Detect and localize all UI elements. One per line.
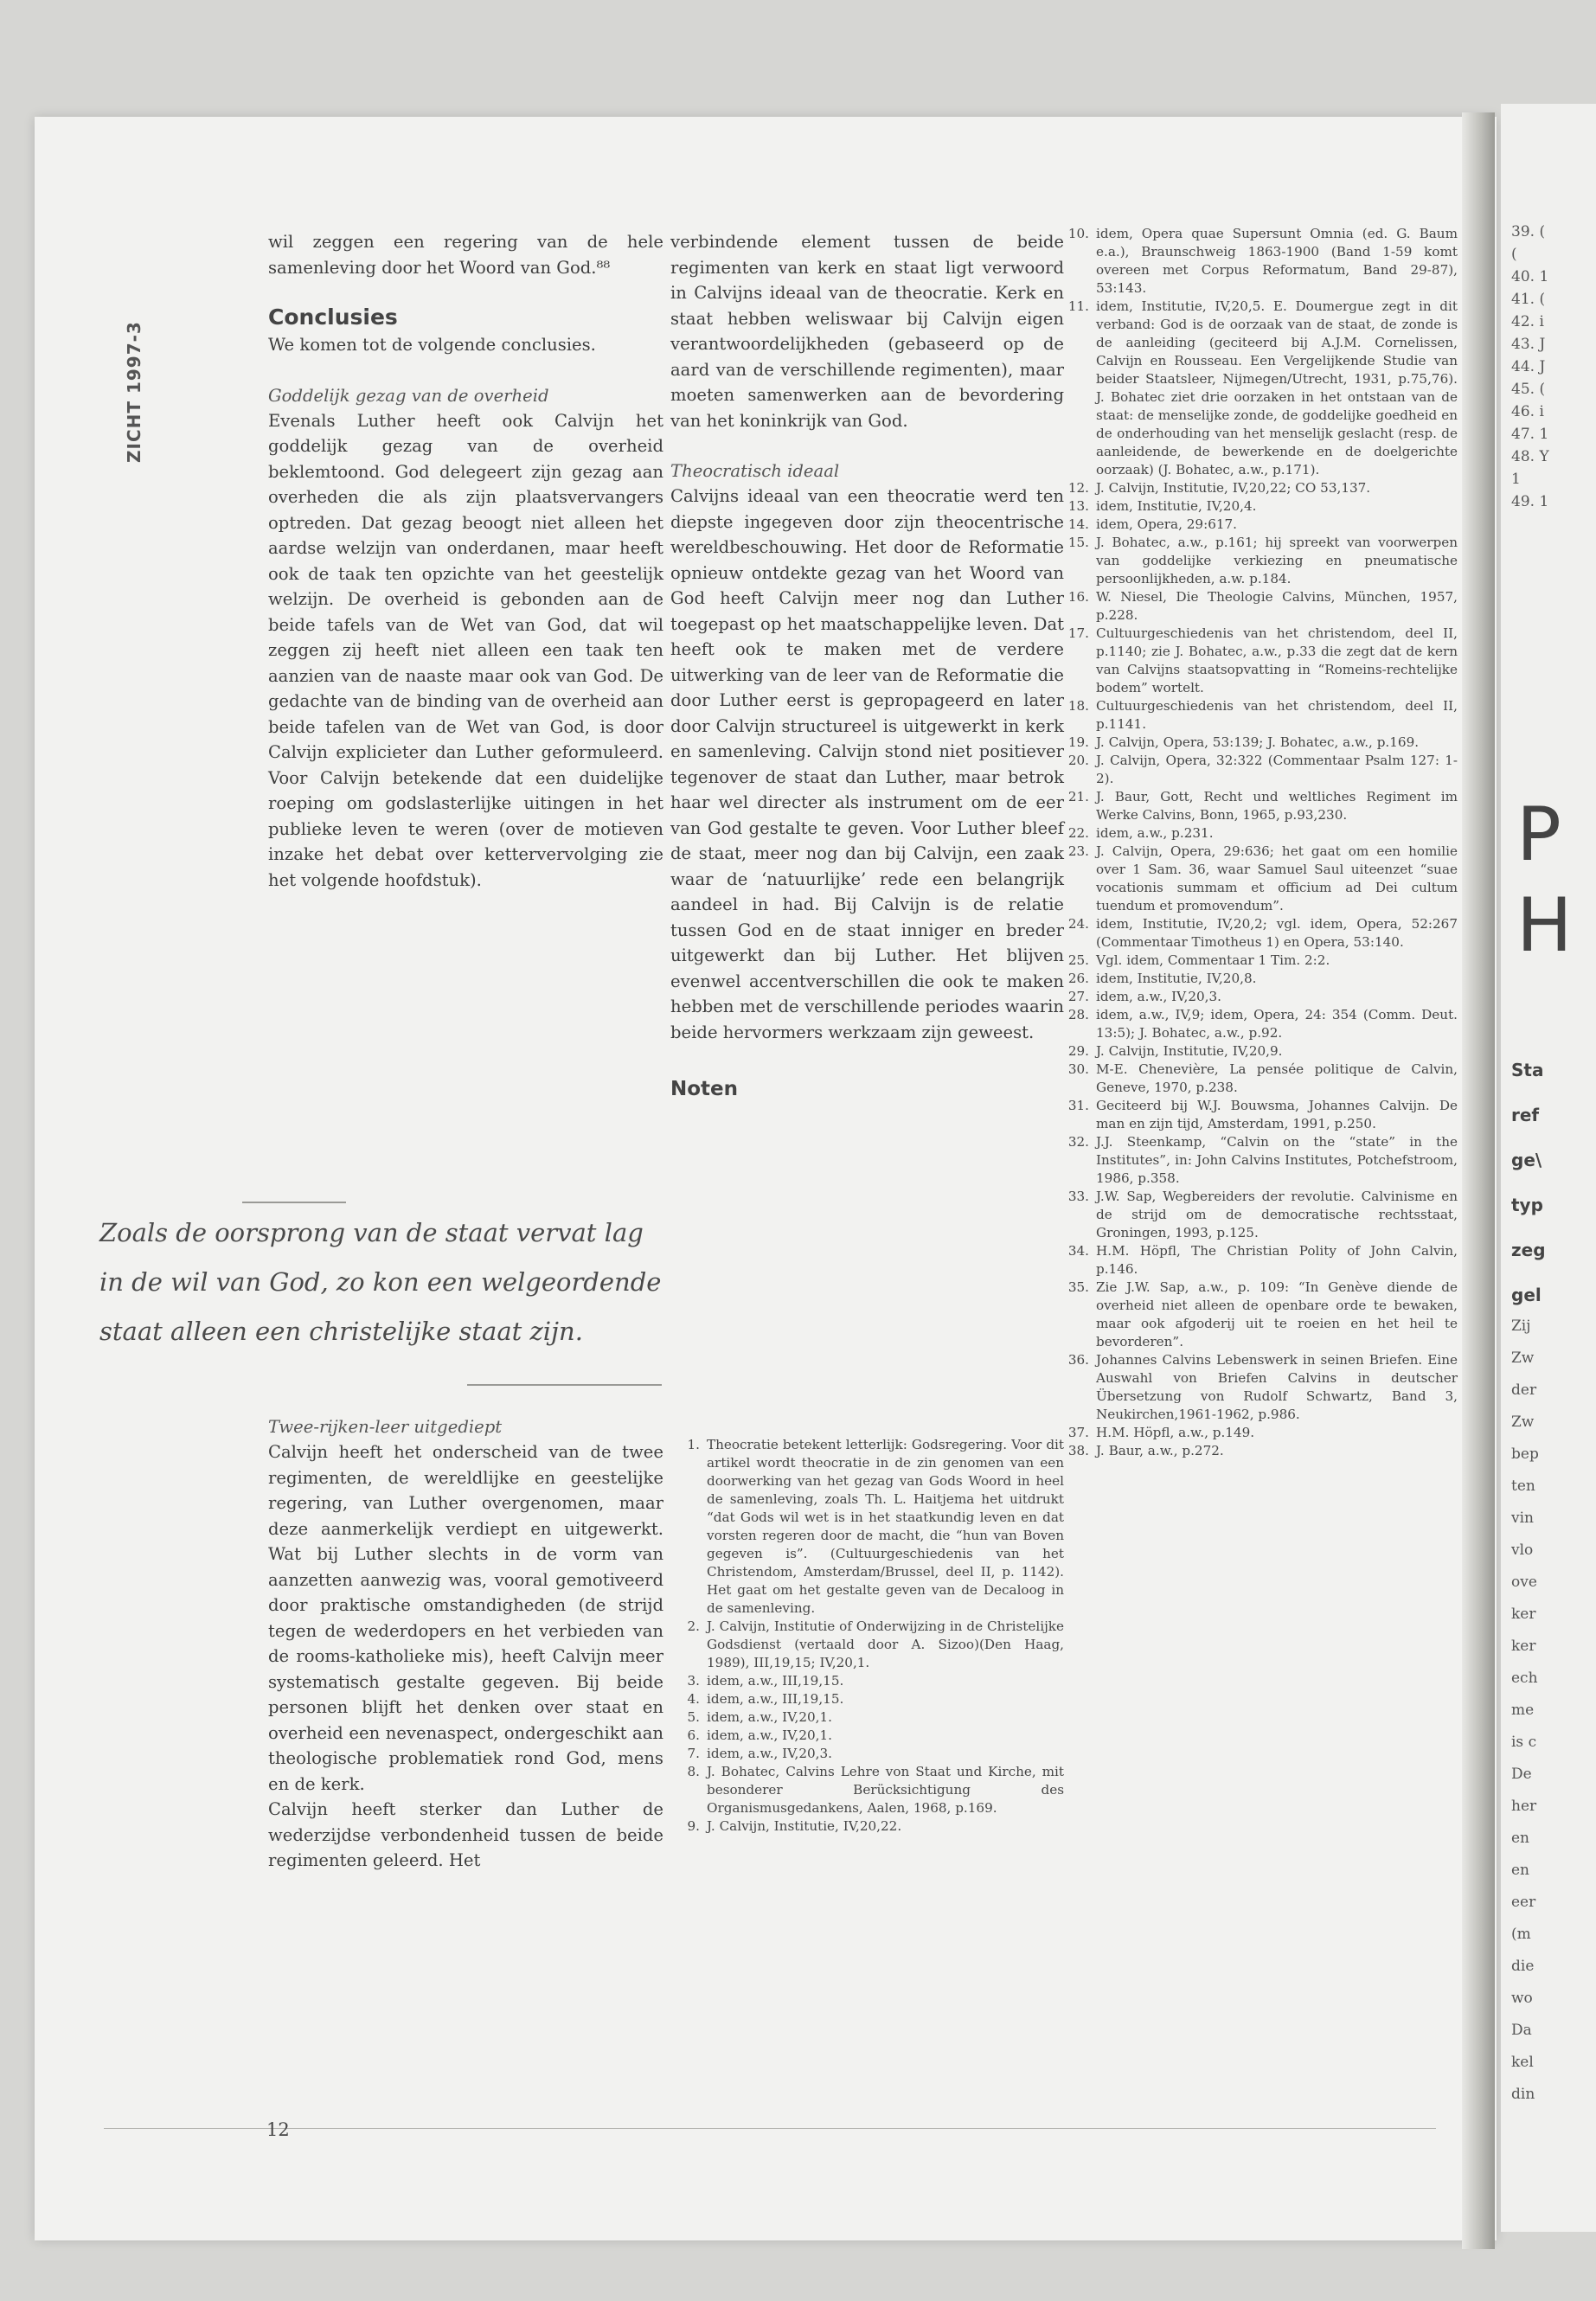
footnote-number: 25. bbox=[1067, 952, 1089, 968]
next-page-body-fragment: wo bbox=[1511, 1990, 1533, 2007]
footnote-text: J. Calvijn, Institutie, IV,20,9. bbox=[1096, 1043, 1283, 1059]
footnote bbox=[670, 1690, 1064, 1708]
next-page-lead-fragment: Sta bbox=[1511, 1060, 1544, 1080]
page-number: 12 bbox=[266, 2119, 290, 2140]
footnote bbox=[1060, 534, 1458, 588]
footnote bbox=[1060, 516, 1458, 534]
footnote-text: J. Calvijn, Institutie, IV,20,22. bbox=[707, 1818, 902, 1834]
subheading-theocratisch: Theocratisch ideaal bbox=[670, 461, 840, 481]
next-page-note-fragment: 48. Y bbox=[1511, 448, 1549, 465]
footnote bbox=[1060, 1006, 1458, 1042]
footnote-text: idem, a.w., IV,20,1. bbox=[707, 1709, 832, 1725]
col1-para2: Calvijn heeft het onderscheid van de twee regimenten, de wereldlijke en geestelijke regering, van Luther overgenomen, maar deze aanmerkelijk verdiept en uitgewerkt. Wat bij Luther slechts in de vorm van aanzetten aanwezig was, vooral gemotiveerd door praktische omstandigheden (de strijd tegen de wederdopers en het verbieden van de rooms-katholieke mis), heeft Calvijn meer systematisch gestalte gegeven. Bij beide personen blijft het denken over staat en overheid een nevenaspect, ondergeschikt aan theologische problematiek rond God, mens en de kerk. bbox=[268, 1442, 663, 1794]
footnote-text: idem, a.w., IV,20,3. bbox=[1096, 989, 1221, 1004]
next-page-body-fragment: der bbox=[1511, 1381, 1537, 1399]
footnote-text: idem, a.w., IV,9; idem, Opera, 24: 354 (Comm. Deut. 13:5); J. Bohatec, a.w., p.92. bbox=[1096, 1007, 1458, 1041]
footnote-number: 21. bbox=[1067, 789, 1089, 804]
footnote bbox=[1060, 1188, 1458, 1242]
footnote-number: 29. bbox=[1067, 1043, 1089, 1059]
footnote-number: 13. bbox=[1067, 498, 1089, 514]
footnote-text: idem, a.w., IV,20,3. bbox=[707, 1746, 832, 1761]
next-page-body-fragment: Zw bbox=[1511, 1349, 1535, 1367]
journal-sideband: ZICHT 1997-3 bbox=[124, 321, 144, 463]
footnote bbox=[670, 1817, 1064, 1836]
next-page-body-fragment: en bbox=[1511, 1830, 1530, 1847]
footnote-number: 6. bbox=[687, 1727, 700, 1743]
footnote-text: J. Calvijn, Opera, 53:139; J. Bohatec, a.w., p.169. bbox=[1096, 734, 1420, 750]
footnote-text: J.J. Steenkamp, “Calvin on the “state” in the Institutes”, in: John Calvins Institutes, Potchefstroom, 1986, p.358. bbox=[1096, 1134, 1458, 1186]
book-spine bbox=[1462, 112, 1495, 2249]
footnote bbox=[1060, 752, 1458, 788]
next-page-note-fragment: ( bbox=[1511, 246, 1517, 263]
footnote-number: 28. bbox=[1067, 1007, 1089, 1022]
subheading-twee-rijken: Twee-rijken-leer uitgediept bbox=[268, 1417, 503, 1437]
footnote-number: 24. bbox=[1067, 916, 1089, 932]
next-page-note-fragment: 39. ( bbox=[1511, 223, 1546, 240]
footnote-text: idem, Institutie, IV,20,4. bbox=[1096, 498, 1257, 514]
footnote-text: J. Baur, a.w., p.272. bbox=[1096, 1443, 1224, 1458]
footnote bbox=[1060, 298, 1458, 479]
column-2 bbox=[670, 229, 1064, 1104]
next-page-body-fragment: Da bbox=[1511, 2022, 1532, 2039]
footnote bbox=[1060, 970, 1458, 988]
footnote-text: idem, a.w., III,19,15. bbox=[707, 1673, 844, 1689]
col1-para3: Calvijn heeft sterker dan Luther de wederzijdse verbondenheid tussen de beide regimenten geleerd. Het bbox=[268, 1799, 663, 1870]
footnote-number: 14. bbox=[1067, 516, 1089, 532]
footnote-text: idem, a.w., p.231. bbox=[1096, 825, 1214, 841]
subheading-gezag: Goddelijk gezag van de overheid bbox=[268, 385, 549, 406]
footnote bbox=[1060, 1133, 1458, 1188]
footnote-text: Johannes Calvins Lebenswerk in seinen Briefen. Eine Auswahl von Briefen Calvins in deutscher Übersetzung von Rudolf Schwartz, Band 3, Neukirchen,1961-1962, p.986. bbox=[1096, 1352, 1458, 1422]
column-1 bbox=[268, 229, 663, 893]
footnote-number: 7. bbox=[687, 1746, 700, 1761]
footnote-text: idem, Institutie, IV,20,8. bbox=[1096, 971, 1257, 986]
next-page-headline-p: P bbox=[1516, 792, 1561, 878]
conclusions-heading: Conclusies bbox=[268, 304, 398, 330]
footnote bbox=[670, 1436, 1064, 1618]
next-page-body-fragment: ker bbox=[1511, 1606, 1536, 1623]
next-page-note-fragment: 41. ( bbox=[1511, 291, 1546, 308]
footnote-number: 1. bbox=[687, 1437, 700, 1452]
next-page-body-fragment: ove bbox=[1511, 1574, 1537, 1591]
col1-opening: wil zeggen een regering van de hele samenleving door het Woord van God.⁸⁸ bbox=[268, 232, 663, 278]
footnote bbox=[1060, 697, 1458, 734]
footnote-text: J. Calvijn, Opera, 29:636; het gaat om een homilie over 1 Sam. 36, waar Samuel Saul uiteenzet “suae vocationis summam et officium ad Dei cultum tuendum et promovendum”. bbox=[1096, 843, 1458, 913]
footnote bbox=[1060, 479, 1458, 497]
next-page-body-fragment: ker bbox=[1511, 1638, 1536, 1655]
next-page-body-fragment: her bbox=[1511, 1798, 1537, 1815]
footnote-number: 16. bbox=[1067, 589, 1089, 605]
footnote-text: J. Bohatec, a.w., p.161; hij spreekt van voorwerpen van goddelijke verkiezing en pneumatische persoonlijkheden, a.w. p.184. bbox=[1096, 535, 1458, 586]
magazine-page bbox=[35, 117, 1497, 2240]
footnote-text: idem, a.w., III,19,15. bbox=[707, 1691, 844, 1707]
next-page-note-fragment: 45. ( bbox=[1511, 381, 1546, 398]
footnote-text: J. Baur, Gott, Recht und weltliches Regiment im Werke Calvins, Bonn, 1965, p.93,230. bbox=[1096, 789, 1458, 823]
footnote-number: 38. bbox=[1067, 1443, 1089, 1458]
next-page-note-fragment: 44. J bbox=[1511, 358, 1546, 375]
footnote-number: 5. bbox=[687, 1709, 700, 1725]
footnote bbox=[1060, 625, 1458, 697]
footnote-text: Cultuurgeschiedenis van het christendom, deel II, p.1140; zie J. Bohatec, a.w., p.33 die zegt dat de kern van Calvijns staatsopvatting in “Romeins-rechtelijke bodem” wortelt. bbox=[1096, 625, 1458, 695]
footnote-number: 33. bbox=[1067, 1189, 1089, 1204]
col2-para2: Calvijns ideaal van een theocratie werd ten diepste ingegeven door zijn theocentrische wereldbeschouwing. Het door de Reformatie opnieuw ontdekte gezag van het Woord van God heeft Calvijn meer nog dan Luther toegepast op het maatschappelijke leven. Dat heeft ook te maken met de verdere uitwerking van de leer van de Reformatie die door Luther eerst is gepropageerd en later door Calvijn structureel is uitgewerkt in kerk en samenleving. Calvijn stond niet positiever tegenover de staat dan Luther, maar betrok haar wel directer als instrument om de eer van God gestalte te geven. Voor Luther bleef de staat, meer nog dan bij Calvijn, een zaak waar de ‘natuurlijke’ rede een belangrijk aandeel in had. Bij Calvijn is de relatie tussen God en de staat inniger en breder uitgewerkt dan bij Luther. Het blijven evenwel accentverschillen die ook te maken hebben met de verschillende periodes waarin beide hervormers werkzaam zijn geweest. bbox=[670, 486, 1064, 1042]
footnote-text: idem, Opera quae Supersunt Omnia (ed. G. Baum e.a.), Braunschweig 1863-1900 (Band 1-59 komt overeen met Corpus Reformatum, Band 29-87), 53:143. bbox=[1096, 226, 1458, 296]
footnote-text: M-E. Chenevière, La pensée politique de Calvin, Geneve, 1970, p.238. bbox=[1096, 1061, 1458, 1095]
next-page-body-fragment: kel bbox=[1511, 2054, 1534, 2071]
footnote-number: 4. bbox=[687, 1691, 700, 1707]
footnote-number: 27. bbox=[1067, 989, 1089, 1004]
footnote bbox=[1060, 915, 1458, 952]
next-page-body-fragment: Zij bbox=[1511, 1317, 1531, 1335]
next-page-body-fragment: vlo bbox=[1511, 1541, 1534, 1559]
footnote bbox=[670, 1763, 1064, 1817]
footnote bbox=[1060, 1351, 1458, 1424]
footnote bbox=[1060, 588, 1458, 625]
col1-para1: Evenals Luther heeft ook Calvijn het goddelijk gezag van de overheid beklemtoond. God delegeert zijn gezag aan overheden die als zijn plaatsvervangers optreden. Dat gezag beoogt niet alleen het aardse welzijn van onderdanen, maar heeft ook de taak ten opzichte van het geestelijk welzijn. De overheid is gebonden aan de beide tafels van de Wet van God, dat wil zeggen zij heeft niet alleen een taak ten aanzien van de naaste maar ook van God. De gedachte van de binding van de overheid aan beide tafelen van de Wet van God, is door Calvijn explicieter dan Luther geformuleerd. Voor Calvijn betekende dat een duidelijke roeping om godslasterlijke uitingen in het publieke leven te weren (over de motieven inzake het debat over kettervervolging zie het volgende hoofdstuk). bbox=[268, 410, 663, 890]
next-page-note-fragment: 43. J bbox=[1511, 336, 1546, 353]
footnote-text: H.M. Höpfl, a.w., p.149. bbox=[1096, 1425, 1255, 1440]
footnote-text: H.M. Höpfl, The Christian Polity of John Calvin, p.146. bbox=[1096, 1243, 1458, 1277]
next-page-body-fragment: me bbox=[1511, 1702, 1535, 1719]
next-page-body-fragment: vin bbox=[1511, 1509, 1534, 1527]
footnote-text: Geciteerd bij W.J. Bouwsma, Johannes Calvijn. De man en zijn tijd, Amsterdam, 1991, p.250. bbox=[1096, 1098, 1458, 1131]
next-page-body-fragment: ech bbox=[1511, 1670, 1538, 1687]
footnote bbox=[1060, 225, 1458, 298]
footnote bbox=[1060, 788, 1458, 824]
footnote-number: 8. bbox=[687, 1764, 700, 1779]
footnote-number: 23. bbox=[1067, 843, 1089, 859]
footnote-text: Theocratie betekent letterlijk: Godsregering. Voor dit artikel wordt theocratie in de zin genomen van een doorwerking van het gezag van Gods Woord in heel de samenleving, zoals Th. L. Haitjema het uitdrukt “dat Gods wil wet is in het staatkundig leven en dat vorsten regeren door de macht, die “hun van Boven gegeven is”. (Cultuurgeschiedenis van het Christendom, Amsterdam/Brussel, deel II, p. 1142). Het gaat om het gestalte geven van de Decaloog in de samenleving. bbox=[707, 1437, 1064, 1616]
footnote-text: idem, Opera, 29:617. bbox=[1096, 516, 1238, 532]
footnote bbox=[670, 1672, 1064, 1690]
next-page-note-fragment: 49. 1 bbox=[1511, 493, 1549, 510]
footnote-number: 2. bbox=[687, 1618, 700, 1634]
next-page-body-fragment: De bbox=[1511, 1766, 1532, 1783]
footnote-text: W. Niesel, Die Theologie Calvins, München, 1957, p.228. bbox=[1096, 589, 1458, 623]
column-1-lower bbox=[268, 1414, 663, 1874]
next-page-headline-h: H bbox=[1516, 882, 1573, 969]
footnote-text: J.W. Sap, Wegbereiders der revolutie. Calvinisme en de strijd om de democratische rechtsstaat, Groningen, 1993, p.125. bbox=[1096, 1189, 1458, 1240]
next-page-note-fragment: 47. 1 bbox=[1511, 426, 1549, 443]
footnote bbox=[1060, 1442, 1458, 1460]
next-page-body-fragment: Zw bbox=[1511, 1413, 1535, 1431]
next-page-body-fragment: ten bbox=[1511, 1477, 1535, 1495]
footnote bbox=[1060, 1279, 1458, 1351]
next-page-body-fragment: (m bbox=[1511, 1926, 1531, 1943]
footnote-text: J. Calvijn, Institutie, IV,20,22; CO 53,137. bbox=[1096, 480, 1371, 496]
footnote bbox=[1060, 988, 1458, 1006]
footnote-text: Vgl. idem, Commentaar 1 Tim. 2:2. bbox=[1096, 952, 1330, 968]
footnote-text: idem, Institutie, IV,20,2; vgl. idem, Opera, 52:267 (Commentaar Timotheus 1) en Opera, 53:140. bbox=[1096, 916, 1458, 950]
footnote-number: 26. bbox=[1067, 971, 1089, 986]
footnote-number: 19. bbox=[1067, 734, 1089, 750]
footnote-number: 35. bbox=[1067, 1279, 1089, 1295]
footer-rule bbox=[104, 2128, 1436, 2129]
next-page-body-fragment: eer bbox=[1511, 1894, 1536, 1911]
footnote-number: 31. bbox=[1067, 1098, 1089, 1113]
next-page-body-fragment: is c bbox=[1511, 1734, 1537, 1751]
next-page-edge bbox=[1501, 104, 1596, 2232]
footnote bbox=[670, 1745, 1064, 1763]
footnote bbox=[670, 1618, 1064, 1672]
notes-list-col3 bbox=[1060, 225, 1458, 1460]
next-page-note-fragment: 40. 1 bbox=[1511, 268, 1549, 285]
footnote-number: 37. bbox=[1067, 1425, 1089, 1440]
footnote bbox=[1060, 1061, 1458, 1097]
next-page-lead-fragment: zeg bbox=[1511, 1240, 1546, 1260]
next-page-body-fragment: bep bbox=[1511, 1445, 1539, 1463]
next-page-lead-fragment: gel bbox=[1511, 1285, 1542, 1305]
footnote-number: 12. bbox=[1067, 480, 1089, 496]
footnote-number: 3. bbox=[687, 1673, 700, 1689]
pullquote-rule-bottom bbox=[467, 1384, 662, 1386]
footnote bbox=[670, 1708, 1064, 1727]
next-page-body-fragment: die bbox=[1511, 1958, 1535, 1975]
footnote-number: 36. bbox=[1067, 1352, 1089, 1368]
notes-heading: Noten bbox=[670, 1078, 739, 1100]
footnote bbox=[1060, 1042, 1458, 1061]
footnote-text: Cultuurgeschiedenis van het christendom, deel II, p.1141. bbox=[1096, 698, 1458, 732]
footnote bbox=[1060, 843, 1458, 915]
footnote bbox=[670, 1727, 1064, 1745]
footnote-number: 18. bbox=[1067, 698, 1089, 714]
pullquote-rule-top bbox=[242, 1202, 346, 1203]
footnote-number: 9. bbox=[687, 1818, 700, 1834]
footnote-number: 32. bbox=[1067, 1134, 1089, 1150]
footnote-number: 34. bbox=[1067, 1243, 1089, 1259]
next-page-note-fragment: 1 bbox=[1511, 471, 1521, 488]
footnote-number: 20. bbox=[1067, 753, 1089, 768]
footnote bbox=[1060, 1424, 1458, 1442]
footnote bbox=[1060, 1242, 1458, 1279]
footnote-number: 30. bbox=[1067, 1061, 1089, 1077]
next-page-lead-fragment: ge\ bbox=[1511, 1150, 1542, 1170]
next-page-lead-fragment: ref bbox=[1511, 1105, 1540, 1125]
next-page-note-fragment: 46. i bbox=[1511, 403, 1544, 420]
footnote bbox=[1060, 1097, 1458, 1133]
notes-list-col2 bbox=[670, 1436, 1064, 1836]
footnote-number: 11. bbox=[1067, 298, 1089, 314]
footnote bbox=[1060, 497, 1458, 516]
footnote-number: 22. bbox=[1067, 825, 1089, 841]
footnote-number: 17. bbox=[1067, 625, 1089, 641]
pull-quote: Zoals de oorsprong van de staat vervat lag in de wil van God, zo kon een welgeordende staat alleen een christelijke staat zijn. bbox=[99, 1218, 662, 1346]
next-page-body-fragment: en bbox=[1511, 1862, 1530, 1879]
footnote-number: 10. bbox=[1067, 226, 1089, 241]
col2-para1: verbindende element tussen de beide regimenten van kerk en staat ligt verwoord in Calvijns ideaal van de theocratie. Kerk en staat hebben weliswaar bij Calvijn eigen verantwoordelijkheden (gebaseerd op de aard van de verschillende regimenten), maar moeten samenwerken aan de bevordering van het koninkrijk van God. bbox=[670, 232, 1064, 431]
next-page-note-fragment: 42. i bbox=[1511, 313, 1544, 330]
footnote-text: J. Calvijn, Opera, 32:322 (Commentaar Psalm 127: 1-2). bbox=[1096, 753, 1458, 786]
footnote bbox=[1060, 824, 1458, 843]
footnote-text: J. Bohatec, Calvins Lehre von Staat und Kirche, mit besonderer Berücksichtigung des Organismusgedankens, Aalen, 1968, p.169. bbox=[707, 1764, 1064, 1816]
footnote-text: idem, a.w., IV,20,1. bbox=[707, 1727, 832, 1743]
footnote-text: J. Calvijn, Institutie of Onderwijzing in de Christelijke Godsdienst (vertaald door A. Sizoo)(Den Haag, 1989), III,19,15; IV,20,1. bbox=[707, 1618, 1064, 1670]
next-page-lead-fragment: typ bbox=[1511, 1195, 1543, 1215]
footnote-text: Zie J.W. Sap, a.w., p. 109: “In Genève diende de overheid niet alleen de openbare orde te bewaken, maar ook afgoderij uit te roeien en het heil te bevorderen”. bbox=[1096, 1279, 1458, 1349]
col1-intro: We komen tot de volgende conclusies. bbox=[268, 335, 596, 355]
footnote bbox=[1060, 734, 1458, 752]
next-page-body-fragment: din bbox=[1511, 2086, 1535, 2103]
footnote-number: 15. bbox=[1067, 535, 1089, 550]
footnote bbox=[1060, 952, 1458, 970]
footnote-text: idem, Institutie, IV,20,5. E. Doumergue zegt in dit verband: God is de oorzaak van de staat, de zonde is de aanleiding (geciteerd bij A.J.M. Cornelissen, Calvijn en Rousseau. Een Vergelijkende Studie van beider Staatsleer, Nijmegen/Utrecht, 1931, p.75,76). J. Bohatec ziet drie oorzaken in het ontstaan van de staat: de menselijke zonde, de goddelijke goedheid en de onderhouding van het menselijk geslacht (resp. de aanleidende, de bewerkende en de doelgerichte oorzaak) (J. Bohatec, a.w., p.171). bbox=[1096, 298, 1458, 478]
